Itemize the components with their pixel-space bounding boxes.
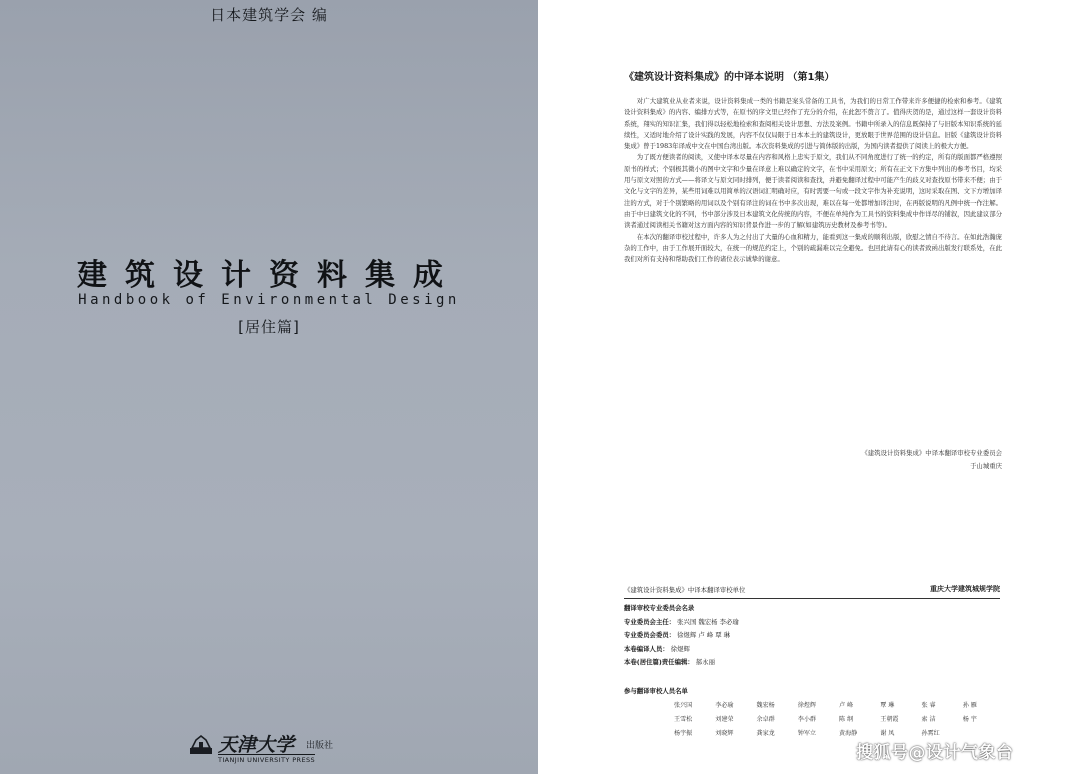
member-name: 张 睿 [921,702,936,709]
committee-row-label: 专业委员会主任： [624,617,676,626]
member-name [963,728,1004,737]
publisher-logo [188,728,348,768]
member-name: 王雪松 [674,716,693,723]
committee-heading: 翻译审校专业委员会名录 [624,604,695,612]
member-name: 杨宇振 [674,730,693,737]
committee-row [624,656,1002,670]
committee-row-value: 郝永丽 [695,658,715,666]
member-name: 卢 峰 [839,702,854,709]
member-name: 龚家龙 [756,730,775,737]
committee-row [624,616,1002,630]
committee-row-label: 专业委员会委员： [624,631,676,639]
members-heading: 参与翻译审校人员名单 [624,687,688,695]
member-name: 刘晓辉 [715,730,734,737]
member-name: 钟军立 [797,730,817,737]
cover-title-english: Handbook of Environmental Design [78,292,460,308]
member-name: 孙霄红 [921,730,940,737]
committee-row [624,643,1002,657]
committee-row-value: 徐煜辉 [670,644,690,653]
member-name: 魏宏杨 [756,702,775,709]
body-paragraph: 对广大建筑业从业者来说，设计资料集成一类的书籍是案头常备的工具书，为我们的日常工作带来许多便捷的检索和参考。《建筑设计资料集成》的内容、编排方式等，在原书的序文里已经作了充分的介绍，在此恕不赘言了。值得庆贺的是，通过这样一套设计资料系统，翔实的知识汇集，我们得以轻松地检索和查阅相关设计思想、方法及案例。书籍中所录入的信息既保持了与旧版本知识系统的延续性，又适时地介绍了设计实践的发展，内容不仅仅局限于日本本土的建筑设计，更放眼于世界范围的设计信息。旧版《建筑设计资料集成》曾于1983年译成中文在中国台湾出版。本次资料集成的引进与简体版的出版，为国内读者提供了阅读上的极大方便。 [624,97,1002,151]
member-name: 张兴国 [674,702,693,709]
member-name: 徐煜辉 [797,702,817,709]
document-title: 《建筑设计资料集成》的中译本说明 （第1集） [624,72,835,83]
member-name: 李必瑜 [715,702,734,709]
body-paragraph: 在本次的翻译审校过程中，许多人为之付出了大量的心血和精力，能看到这一集成的顺利出版，欣慰之情自不待言。在如此浩瀚庞杂的工作中，由于工作展开面较大，在统一的规范约定上，个别的疏漏难以完全避免。也回此请有心的读者致函出版发行联系处，在此我们对所有支持和帮助我们工作的诸位表示诚挚的谢意。 [624,232,1002,264]
member-name: 谢 凤 [880,730,895,737]
translation-unit-label: 《建筑设计资料集成》中译本翻译审校单位 [624,586,746,594]
member-name: 陈 纲 [839,716,854,723]
cover-volume: [居住篇] [238,318,300,336]
publisher-name: 天津大学 [218,734,295,756]
member-name: 刘建荣 [715,716,734,723]
page-gap [538,0,552,774]
committee-row-label: 本卷编译人员： [624,644,669,653]
document-body [624,96,1002,265]
committee-row-value: 徐煜辉 卢 峰 覃 琳 [677,631,731,639]
members-list [674,700,1004,737]
committee-row-label: 本卷(居住篇)责任编辑： [624,658,694,666]
member-name: 孙 雁 [962,702,977,709]
publisher-english: TIANJIN UNIVERSITY PRESS [218,756,316,764]
signature-committee: 《建筑设计资料集成》中译本翻译审校专业委员会 [861,449,1002,457]
member-name: 黄海静 [839,730,858,737]
body-paragraph: 为了既方便读者的阅读，又使中译本尽量在内容和风格上忠实于原文，我们从不同角度进行了统一的约定，所有的版面都严格遵照原书的样式；个别极其微小的图中文字和少量在译意上难以确定的文字，在书中采用原文；所有在正文下方集中列出的参考书目，均采用与原文对照的方式——将译文与原文同时排列，便于读者阅读和查找，并避免翻译过程中可能产生的歧义对查找原书带来不便；由于文化与文字的差异，某些用词难以用简单的汉语词汇明确对应，有时需要一句或一段文字作为补充说明，这时采取在图、文下方增加译注的方式，对于个别繁略的用词以及个别有译注的词在书中多次出现，难以在每一处都增加译注时，在再版说明的凡例中统一作注解。由于中日建筑文化的不同，书中部分涉及日本建筑文化传统的内容，不便在单纯作为工具书的资料集成中作详尽的铺叙，因此建议部分读者通过阅读相关书籍对这方面内容的知识背景作进一步的了解(如建筑历史教材及参考书等)。 [624,153,1002,230]
cover-editor: 日本建筑学会 编 [210,6,328,24]
cover-title-chinese: 建筑设计资料集成 [77,258,461,293]
member-name: 李小群 [797,716,817,723]
committee-row [624,629,1002,643]
member-name: 余卓群 [756,716,775,723]
member-name: 王朝霞 [880,716,899,723]
committee-row-value: 张兴国 魏宏杨 李必瑜 [677,617,739,626]
translation-unit-name: 重庆大学建筑城规学院 [930,585,1000,593]
document-page [552,0,1074,774]
committee-list [624,602,1002,670]
member-name: 杨 宇 [962,716,977,723]
translation-unit-bar [624,584,1000,599]
member-name: 覃 琳 [880,702,895,709]
publisher-suffix: 出版社 [306,741,334,751]
watermark-text: 搜狐号@设计气象台 [856,743,1014,763]
signature-place: 于山城重庆 [970,462,1002,470]
signature-block [861,447,1002,473]
publisher-emblem-icon [188,734,214,756]
member-name: 索 洁 [921,716,936,723]
